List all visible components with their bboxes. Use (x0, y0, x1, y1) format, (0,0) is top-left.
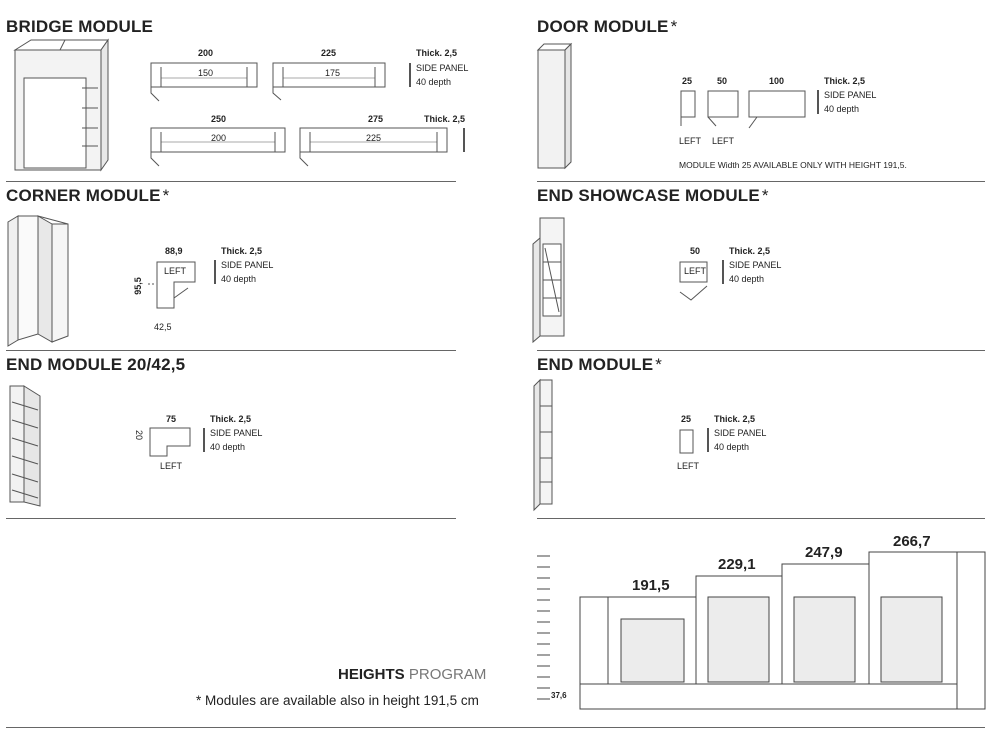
door-left-label-2: LEFT (712, 136, 735, 146)
bridge-depth-label: 40 depth (416, 77, 452, 87)
door-module-drawing (538, 44, 571, 168)
program-word: PROGRAM (408, 666, 487, 683)
end20-depth-label: 40 depth (210, 442, 246, 452)
height-229-1: 229,1 (718, 556, 756, 573)
bridge-inner-225: 225 (366, 133, 382, 143)
height-base-37-6: 37,6 (551, 691, 567, 700)
corner-left-label: LEFT (164, 266, 187, 276)
end20-thickness-label: Thick. 2,5 (210, 414, 252, 424)
end-left-label: LEFT (677, 461, 700, 471)
door-plan-drawings (681, 91, 805, 128)
door-side-panel-bar (817, 90, 819, 114)
showcase-thickness-label: Thick. 2,5 (729, 246, 771, 256)
bridge-side-panel-label: SIDE PANEL (416, 63, 469, 73)
corner-height-95-5: 95,5 (132, 277, 143, 295)
heights-word: HEIGHTS (338, 666, 405, 683)
section-title-end-module-20: END MODULE 20/42,5 (6, 355, 186, 374)
corner-depth-label: 40 depth (221, 274, 257, 284)
heights-program-heading (338, 666, 486, 683)
end-showcase-module-drawing (533, 218, 564, 342)
door-width-50: 50 (717, 76, 728, 86)
height-247-9: 247,9 (805, 544, 843, 561)
corner-width-88-9: 88,9 (165, 246, 183, 256)
end20-side-panel-bar (203, 428, 205, 452)
bridge-inner-175: 175 (325, 68, 341, 78)
section-title-end-module: END MODULE * (537, 355, 663, 374)
end-module-plan-drawing (680, 430, 693, 453)
bridge-module-drawing (15, 40, 108, 170)
door-width-25: 25 (682, 76, 693, 86)
bridge-width-250: 250 (211, 114, 227, 124)
end20-side-panel-label: SIDE PANEL (210, 428, 263, 438)
end-width-25: 25 (681, 414, 692, 424)
bridge-thickness-label-2: Thick. 2,5 (424, 114, 466, 124)
end-module-20-drawing (10, 386, 40, 506)
showcase-side-panel-bar (722, 260, 724, 284)
bridge-inner-200: 200 (211, 133, 227, 143)
showcase-side-panel-label: SIDE PANEL (729, 260, 782, 270)
section-title-bridge-module: BRIDGE MODULE (6, 17, 154, 36)
bridge-thickness-label: Thick. 2,5 (416, 48, 458, 58)
end20-depth-20: 20 (134, 429, 145, 441)
corner-side-panel-bar (214, 260, 216, 284)
door-left-label-1: LEFT (679, 136, 702, 146)
heights-footnote: * Modules are available also in height 191,5 cm (196, 693, 479, 708)
section-title-corner-module: CORNER MODULE * (6, 186, 170, 205)
end-side-panel-bar (707, 428, 709, 452)
bridge-inner-150: 150 (198, 68, 214, 78)
bridge-side-panel-bar-2 (463, 128, 465, 152)
bridge-width-275: 275 (368, 114, 384, 124)
end-depth-label: 40 depth (714, 442, 750, 452)
height-266-7: 266,7 (893, 533, 931, 550)
door-depth-label: 40 depth (824, 104, 860, 114)
bridge-width-200: 200 (198, 48, 214, 58)
height-191-5: 191,5 (632, 577, 670, 594)
heights-scale (537, 556, 550, 699)
end20-left-label: LEFT (160, 461, 183, 471)
end-thickness-label: Thick. 2,5 (714, 414, 756, 424)
section-title-end-showcase-module: END SHOWCASE MODULE * (537, 186, 769, 205)
door-thickness-label: Thick. 2,5 (824, 76, 866, 86)
showcase-width-50: 50 (690, 246, 701, 256)
showcase-depth-label: 40 depth (729, 274, 765, 284)
door-side-panel-label: SIDE PANEL (824, 90, 877, 100)
corner-thickness-label: Thick. 2,5 (221, 246, 263, 256)
heights-elevation-drawing (580, 552, 985, 709)
showcase-left-label: LEFT (684, 266, 707, 276)
corner-depth-42-5: 42,5 (154, 322, 172, 332)
section-title-door-module: DOOR MODULE * (537, 17, 678, 36)
bridge-width-225: 225 (321, 48, 337, 58)
bridge-side-panel-bar (409, 63, 411, 87)
end-side-panel-label: SIDE PANEL (714, 428, 767, 438)
end-module-drawing (534, 380, 552, 510)
corner-module-drawing (8, 216, 68, 346)
end20-width-75: 75 (166, 414, 177, 424)
end-module-20-plan-drawing (150, 428, 190, 456)
door-note: MODULE Width 25 AVAILABLE ONLY WITH HEIGHT 191,5. (679, 160, 907, 170)
door-width-100: 100 (769, 76, 785, 86)
bridge-plan-drawings (151, 63, 447, 166)
corner-side-panel-label: SIDE PANEL (221, 260, 274, 270)
